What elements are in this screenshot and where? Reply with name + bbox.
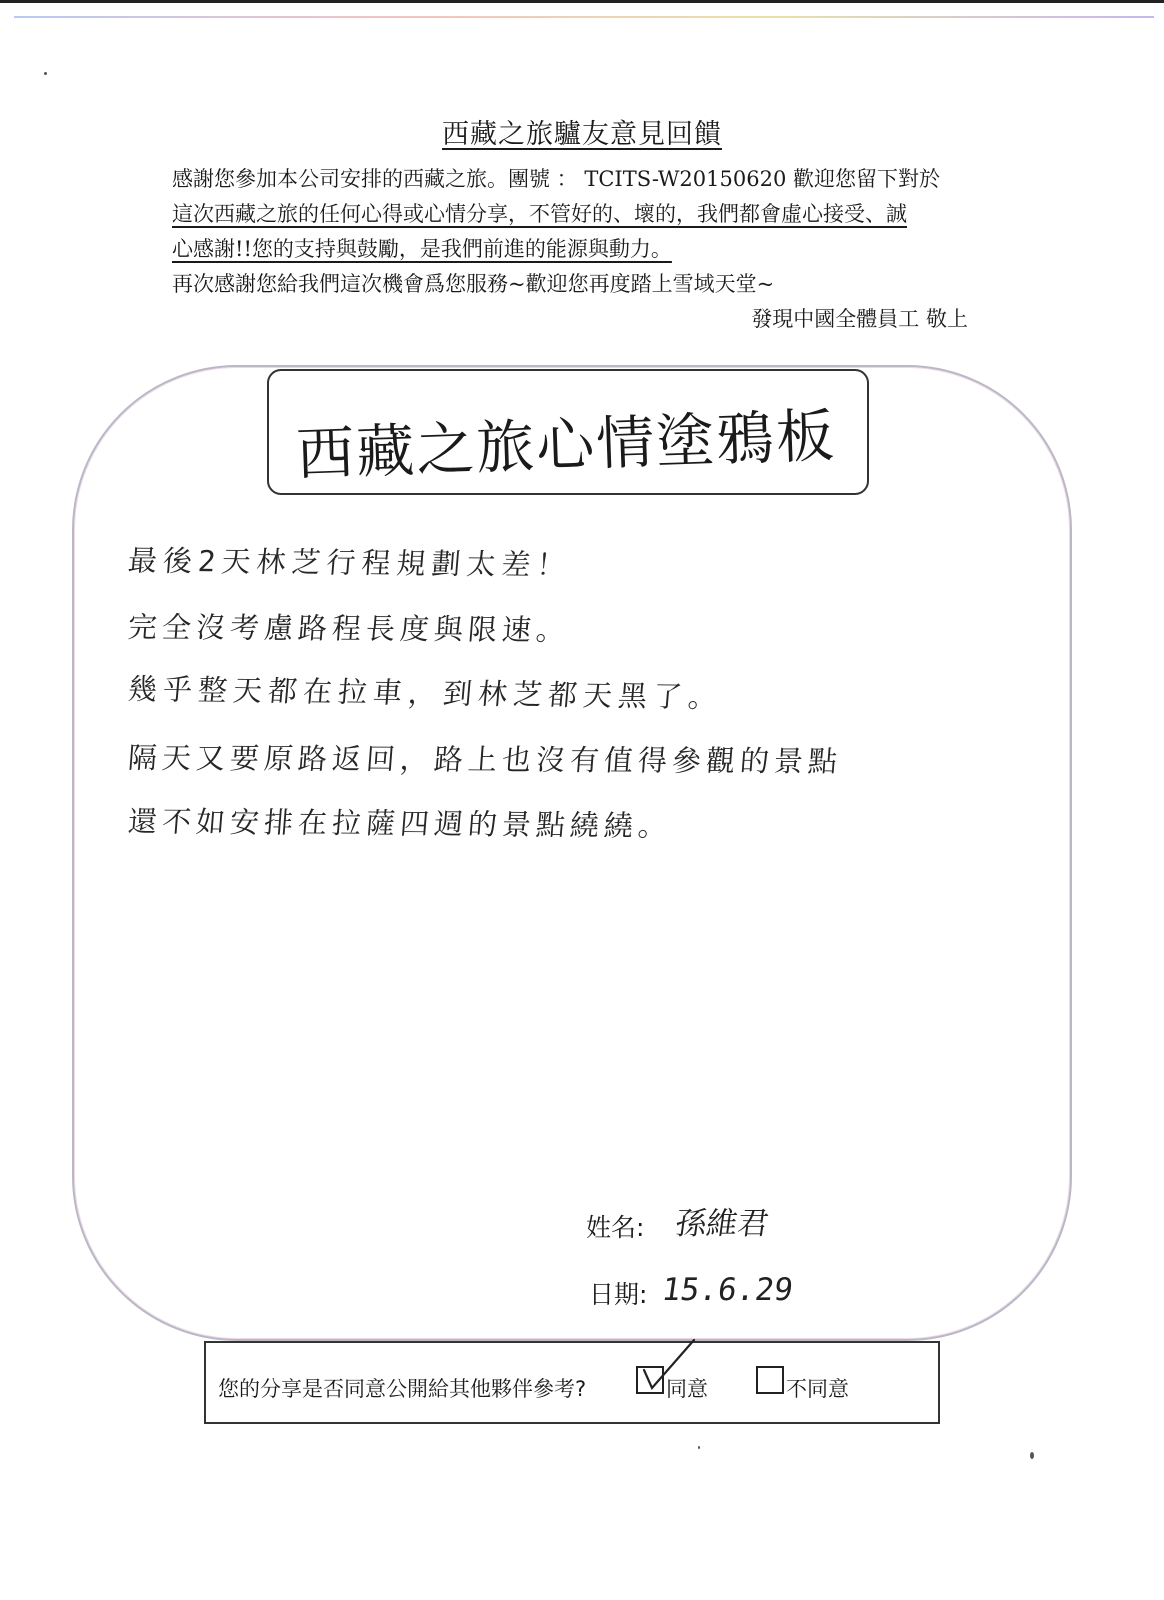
scan-speck (44, 72, 47, 75)
scan-speck (698, 1446, 700, 1449)
date-label: 日期: (589, 1280, 648, 1309)
intro-line-3: 心感謝!!您的支持與鼓勵，是我們前進的能源與動力。 (172, 237, 672, 261)
disagree-label: 不同意 (786, 1377, 849, 1401)
board-title: 西藏之旅心情塗鴉板 (295, 401, 838, 489)
scan-speck (1030, 1452, 1034, 1459)
scan-color-edge (14, 16, 1154, 18)
name-value: 孫維君 (672, 1206, 772, 1242)
intro-line-2: 這次西藏之旅的任何心得或心情分享，不管好的、壞的，我們都會虛心接受、誠 (172, 202, 907, 226)
comment-line-3: 幾乎整天都在拉車，到林芝都天黑了。 (126, 671, 725, 715)
intro-text (172, 162, 972, 302)
consent-question: 您的分享是否同意公開給其他夥伴參考? (218, 1377, 587, 1401)
disagree-checkbox[interactable] (756, 1366, 784, 1394)
handwritten-comment (128, 533, 998, 858)
agree-label: 同意 (666, 1377, 708, 1401)
scan-top-edge (0, 0, 1164, 3)
comment-line-2: 完全沒考慮路程長度與限速。 (126, 609, 572, 648)
comment-line-1: 最後2天林芝行程規劃太差！ (126, 543, 573, 583)
name-label: 姓名: (586, 1213, 645, 1242)
intro-line-1: 感謝您參加本公司安排的西藏之旅。團號 ： TCITS-W20150620 歡迎您留下對於 (172, 167, 940, 191)
date-value: 15.6.29 (659, 1272, 796, 1308)
signoff: 發現中國全體員工 敬上 (751, 307, 968, 331)
form-title: 西藏之旅驢友意見回饋 (442, 119, 722, 150)
intro-line-4: 再次感謝您給我們這次機會爲您服務~歡迎您再度踏上雪域天堂~ (172, 272, 775, 296)
comment-line-5: 還不如安排在拉薩四週的景點繞繞。 (126, 804, 674, 843)
comment-line-4: 隔天又要原路返回，路上也沒有值得參觀的景點 (126, 740, 844, 779)
